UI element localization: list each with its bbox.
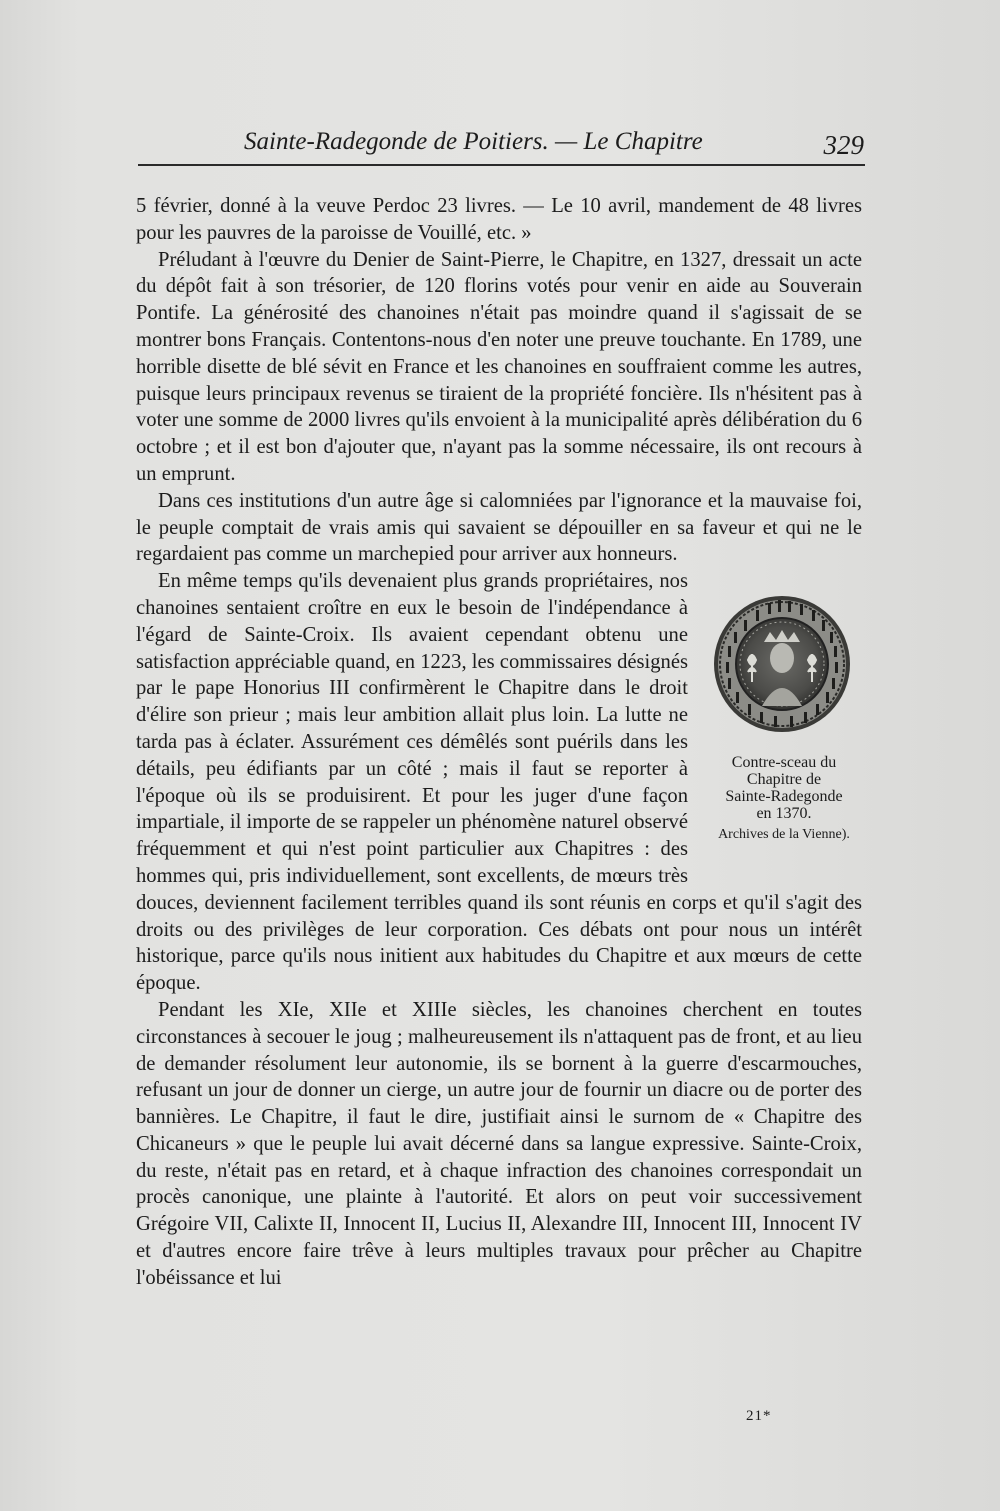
caption-line: en 1370. — [756, 805, 812, 823]
signature-mark: 21* — [746, 1408, 772, 1424]
paragraph-1: 5 février, donné à la veuve Perdoc 23 livres. — Le 10 avril, mandement de 48 livres pour les pauvres de la paroisse de Vouillé, etc. » — [136, 195, 862, 244]
caption-line: Chapitre de — [746, 771, 822, 789]
paragraph-4: En même temps qu'ils devenaient plus grands propriétaires, nos chanoines sentaient croître en eux le besoin de l'indépendance à l'égard de Sainte-Croix. Ils avaient cependant obtenu une satisfaction appréciable quand, en 1223, les commissaires désignés par le pape Honorius III confirmèrent le Chapitre dans le droit d'élire son prieur ; mais leur ambition allait plus loin. La lutte ne tarda pas à éclater. Assurément ces démêlés sont puérils dans les détails, peu édifiants par un côté ; mais il faut se reporter à l'époque où ils se produisirent. Et pour les juger d'une façon impartiale, il importe de se rappeler un phénomène naturel observé fréquemment et qui n'est point particulier aux Chapitres : des hommes qui, pris individuellement, sont excellents, de mœurs très douces, deviennent facilement terribles quand ils sont réunis en corps et qu'il s'agit des droits ou des privilèges de leur corporation. Ces débats ont pour nous un intérêt historique, parce qu'ils nous initient aux habitudes du Chapitre et aux mœurs de cette époque. — [136, 570, 862, 995]
paragraph-3: Dans ces institutions d'un autre âge si calomniées par l'ignorance et la mauvaise foi, le peuple comptait de vrais amis qui savaient se dépouiller en sa faveur et qui ne le regardaient pas comme un marchepied pour arriver aux honneurs. — [136, 489, 862, 566]
seal-image — [712, 594, 852, 734]
paragraph-2: Préludant à l'œuvre du Denier de Saint-Pierre, le Chapitre, en 1327, dressait un acte du dépôt fait à son trésorier, de 120 florins votés pour venir en aide au Souverain Pontife. La générosité des chanoines n'était pas moindre quand il s'agissait de se montrer bons Français. Contentons-nous d'en noter une preuve touchante. En 1789, une horrible disette de blé sévit en France et les chanoines en souffraient comme les autres, puisque leurs principaux revenus se tiraient de la propriété foncière. Ils n'hésitent pas à voter une somme de 2000 livres qu'ils envoient à la municipalité après délibération du 6 octobre ; et il est bon d'ajouter que, n'ayant pas la somme nécessaire, ils ont recours à un emprunt. — [136, 248, 862, 485]
body-text — [136, 193, 862, 1292]
paragraph-5: Pendant les XIe, XIIe et XIIIe siècles, les chanoines cherchent en toutes circonstances à secouer le joug ; malheureusement ils n'attaquent pas de front, et au lieu de demander résolument leur autonomie, ils se bornent à la guerre d'escarmouches, refusant un jour de donner un cierge, un autre jour de fournir un diacre ou de porter des bannières. Le Chapitre, il faut le dire, justifiait ainsi le surnom de « Chapitre des Chicaneurs » que le peuple lui avait décerné dans sa langue expressive. Sainte-Croix, du reste, n'était pas en retard, et à chaque infraction des chanoines correspondait un procès canonique, une plainte à l'autorité. Et alors on peut voir successivement Grégoire VII, Calixte II, Innocent II, Lucius II, Alexandre III, Innocent III, Innocent IV et d'autres encore faire trêve à leurs multiples travaux pour prêcher au Chapitre l'obéissance et lui — [136, 998, 862, 1289]
caption-line: Contre-sceau du — [731, 754, 837, 772]
page-number: 329 — [823, 130, 864, 160]
caption-line: Sainte-Radegonde — [725, 788, 843, 806]
seal-caption — [698, 754, 870, 843]
seal-figure — [698, 568, 870, 886]
page-header — [140, 124, 864, 164]
running-title: Sainte-Radegonde de Poitiers. — Le Chapitre — [244, 128, 703, 155]
header-rule — [138, 164, 865, 166]
caption-source: Archives de la Vienne). — [718, 827, 850, 843]
